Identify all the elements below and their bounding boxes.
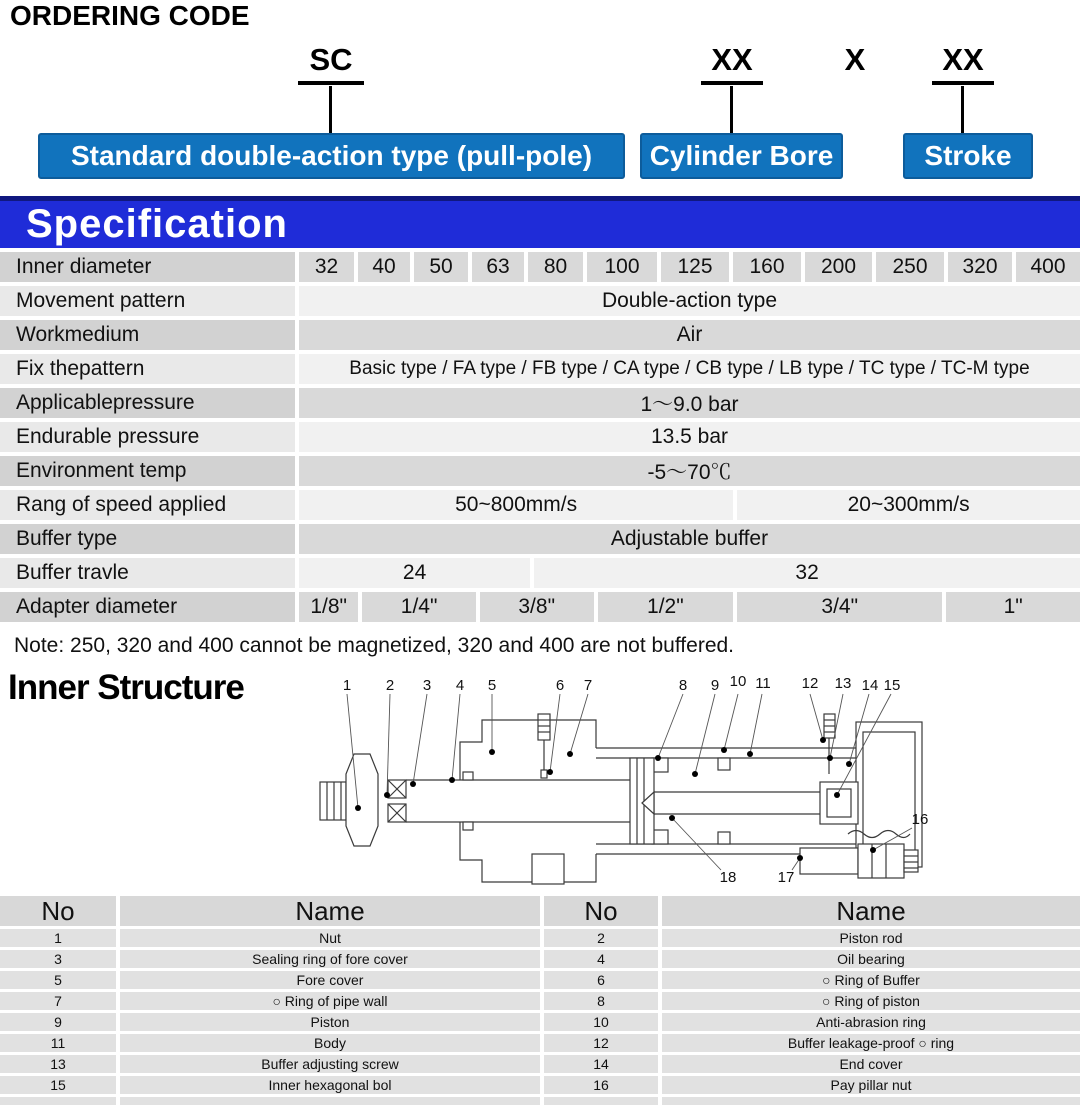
code-stroke-xx: XX [932, 42, 994, 85]
piston-rod-shape [406, 780, 632, 822]
spec-row-environment-temp [0, 456, 1080, 486]
parts-cell: 7 [0, 992, 116, 1010]
spec-label: Buffer type [0, 524, 295, 554]
parts-cell: 13 [0, 1055, 116, 1073]
label-box-cylinder-bore: Cylinder Bore [640, 133, 843, 179]
spec-row-adapter-diameter [0, 592, 1080, 622]
spec-row-fix-pattern [0, 354, 1080, 384]
callout-3: 3 [422, 677, 432, 694]
parts-cell: 3 [0, 950, 116, 968]
spec-cell: 320 [948, 252, 1012, 282]
callout-2: 2 [385, 677, 395, 694]
callout-10: 10 [729, 673, 747, 690]
fore-cover-shape [460, 714, 596, 884]
spec-label: Rang of speed applied [0, 490, 295, 520]
parts-header-name-2: Name [662, 896, 1080, 926]
parts-cell: 8 [544, 992, 658, 1010]
parts-cell: 10 [544, 1013, 658, 1031]
spec-cell: 40 [358, 252, 410, 282]
spec-label: Inner diameter [0, 252, 295, 282]
parts-cell: Piston [120, 1013, 540, 1031]
parts-cell: 9 [0, 1013, 116, 1031]
parts-cell: 2 [544, 929, 658, 947]
spec-label: Fix thepattern [0, 354, 295, 384]
callout-9: 9 [710, 677, 720, 694]
parts-cell: Sealing ring of fore cover [120, 950, 540, 968]
parts-cell: Fore cover [120, 971, 540, 989]
spec-cell: 400 [1016, 252, 1080, 282]
specification-banner-title: Specification [26, 202, 288, 246]
parts-cell: Nut [120, 929, 540, 947]
specification-table [0, 252, 1080, 622]
spec-label: Adapter diameter [0, 592, 295, 622]
callout-11: 11 [755, 675, 771, 692]
parts-cell: 6 [544, 971, 658, 989]
spec-cell: 1/8" [299, 592, 358, 622]
callout-15: 15 [883, 677, 901, 694]
callout-12: 12 [801, 675, 819, 692]
spec-label: Applicablepressure [0, 388, 295, 418]
parts-cell: 5 [0, 971, 116, 989]
callout-14: 14 [861, 677, 879, 694]
spec-cell: 200 [805, 252, 872, 282]
spec-cell: -5～70℃ [299, 456, 1080, 486]
callout-17: 17 [777, 869, 795, 886]
parts-cell: Inner hexagonal bol [120, 1076, 540, 1094]
spec-cell: 160 [733, 252, 801, 282]
parts-cell: Piston rod [662, 929, 1080, 947]
specification-banner [0, 196, 1080, 248]
parts-header-no-2: No [544, 896, 658, 926]
parts-header-no-1: No [0, 896, 116, 926]
spec-row-movement-pattern [0, 286, 1080, 316]
spec-label: Buffer travle [0, 558, 295, 588]
parts-cell: 15 [0, 1076, 116, 1094]
parts-partial-row [0, 1097, 116, 1105]
spec-row-work-medium [0, 320, 1080, 350]
spec-cell: Air [299, 320, 1080, 350]
spec-cell: 1/2" [598, 592, 734, 622]
callout-16: 16 [911, 811, 929, 828]
rod-lock-nuts [388, 780, 406, 822]
spec-cell: Adjustable buffer [299, 524, 1080, 554]
spec-cell: 20~300mm/s [737, 490, 1080, 520]
parts-cell: Buffer leakage-proof ○ ring [662, 1034, 1080, 1052]
inner-structure-title: Inner Structure [8, 668, 244, 707]
note-text: Note: 250, 320 and 400 cannot be magnetized, 320 and 400 are not buffered. [14, 634, 735, 657]
spec-label: Workmedium [0, 320, 295, 350]
inner-structure-section [0, 660, 1080, 892]
parts-cell: 12 [544, 1034, 658, 1052]
spec-label: Movement pattern [0, 286, 295, 316]
parts-cell: 1 [0, 929, 116, 947]
spec-cell: 250 [876, 252, 944, 282]
spec-cell: 125 [661, 252, 729, 282]
spec-row-buffer-travel [0, 558, 1080, 588]
parts-partial-row [544, 1097, 658, 1105]
spec-cell: 32 [299, 252, 354, 282]
spec-cell: 3/8" [480, 592, 594, 622]
parts-cell: ○ Ring of Buffer [662, 971, 1080, 989]
spec-row-endurable-pressure [0, 422, 1080, 452]
spec-cell: 24 [299, 558, 530, 588]
connector-line-bore [730, 86, 733, 133]
parts-cell: 11 [0, 1034, 116, 1052]
spec-cell: Basic type / FA type / FB type / CA type / CB type / LB type / TC type / TC-M type [299, 354, 1080, 384]
spec-row-speed-range [0, 490, 1080, 520]
spec-cell: 1～9.0 bar [299, 388, 1080, 418]
spec-cell: Double-action type [299, 286, 1080, 316]
callout-6: 6 [555, 677, 565, 694]
callout-4: 4 [455, 677, 465, 694]
code-bore-xx: XX [701, 42, 763, 85]
spec-cell: 3/4" [737, 592, 942, 622]
parts-cell: ○ Ring of piston [662, 992, 1080, 1010]
ordering-code-section [0, 0, 1080, 196]
parts-partial-row [662, 1097, 1080, 1105]
code-x-separator: X [844, 42, 866, 77]
parts-table [0, 896, 1080, 1105]
hex-nut [346, 754, 378, 846]
spec-cell: 50 [414, 252, 468, 282]
parts-header-name-1: Name [120, 896, 540, 926]
label-box-stroke: Stroke [903, 133, 1033, 179]
spec-cell: 100 [587, 252, 657, 282]
label-box-standard-type: Standard double-action type (pull-pole) [38, 133, 625, 179]
spec-row-buffer-type [0, 524, 1080, 554]
parts-cell: 14 [544, 1055, 658, 1073]
callout-18: 18 [719, 869, 737, 886]
spec-cell: 1/4" [362, 592, 476, 622]
code-sc: SC [298, 42, 364, 85]
spec-cell: 50~800mm/s [299, 490, 733, 520]
parts-cell: Pay pillar nut [662, 1076, 1080, 1094]
spec-cell: 63 [472, 252, 524, 282]
spec-row-inner-diameter [0, 252, 1080, 282]
spec-cell: 13.5 bar [299, 422, 1080, 452]
spec-label: Environment temp [0, 456, 295, 486]
spec-cell: 80 [528, 252, 583, 282]
parts-cell: Oil bearing [662, 950, 1080, 968]
callout-dots [355, 737, 876, 861]
inner-structure-diagram [300, 662, 960, 890]
ordering-code-title: ORDERING CODE [10, 0, 250, 31]
callout-13: 13 [834, 675, 852, 692]
callout-8: 8 [678, 677, 688, 694]
parts-cell: ○ Ring of pipe wall [120, 992, 540, 1010]
parts-cell: 16 [544, 1076, 658, 1094]
callout-1: 1 [342, 677, 352, 694]
spec-row-applicable-pressure [0, 388, 1080, 418]
connector-line-type [329, 86, 332, 133]
parts-cell: Body [120, 1034, 540, 1052]
buffer-rod-shape [642, 792, 845, 814]
spec-cell: 1" [946, 592, 1080, 622]
connector-line-stroke [961, 86, 964, 133]
cylinder-cross-section [320, 714, 922, 884]
callout-7: 7 [583, 677, 593, 694]
parts-cell: 4 [544, 950, 658, 968]
parts-cell: End cover [662, 1055, 1080, 1073]
parts-partial-row [120, 1097, 540, 1105]
parts-cell: Anti-abrasion ring [662, 1013, 1080, 1031]
spec-label: Endurable pressure [0, 422, 295, 452]
parts-cell: Buffer adjusting screw [120, 1055, 540, 1073]
pillar-nut-shape [800, 844, 918, 878]
spec-cell: 32 [534, 558, 1080, 588]
callout-5: 5 [487, 677, 497, 694]
